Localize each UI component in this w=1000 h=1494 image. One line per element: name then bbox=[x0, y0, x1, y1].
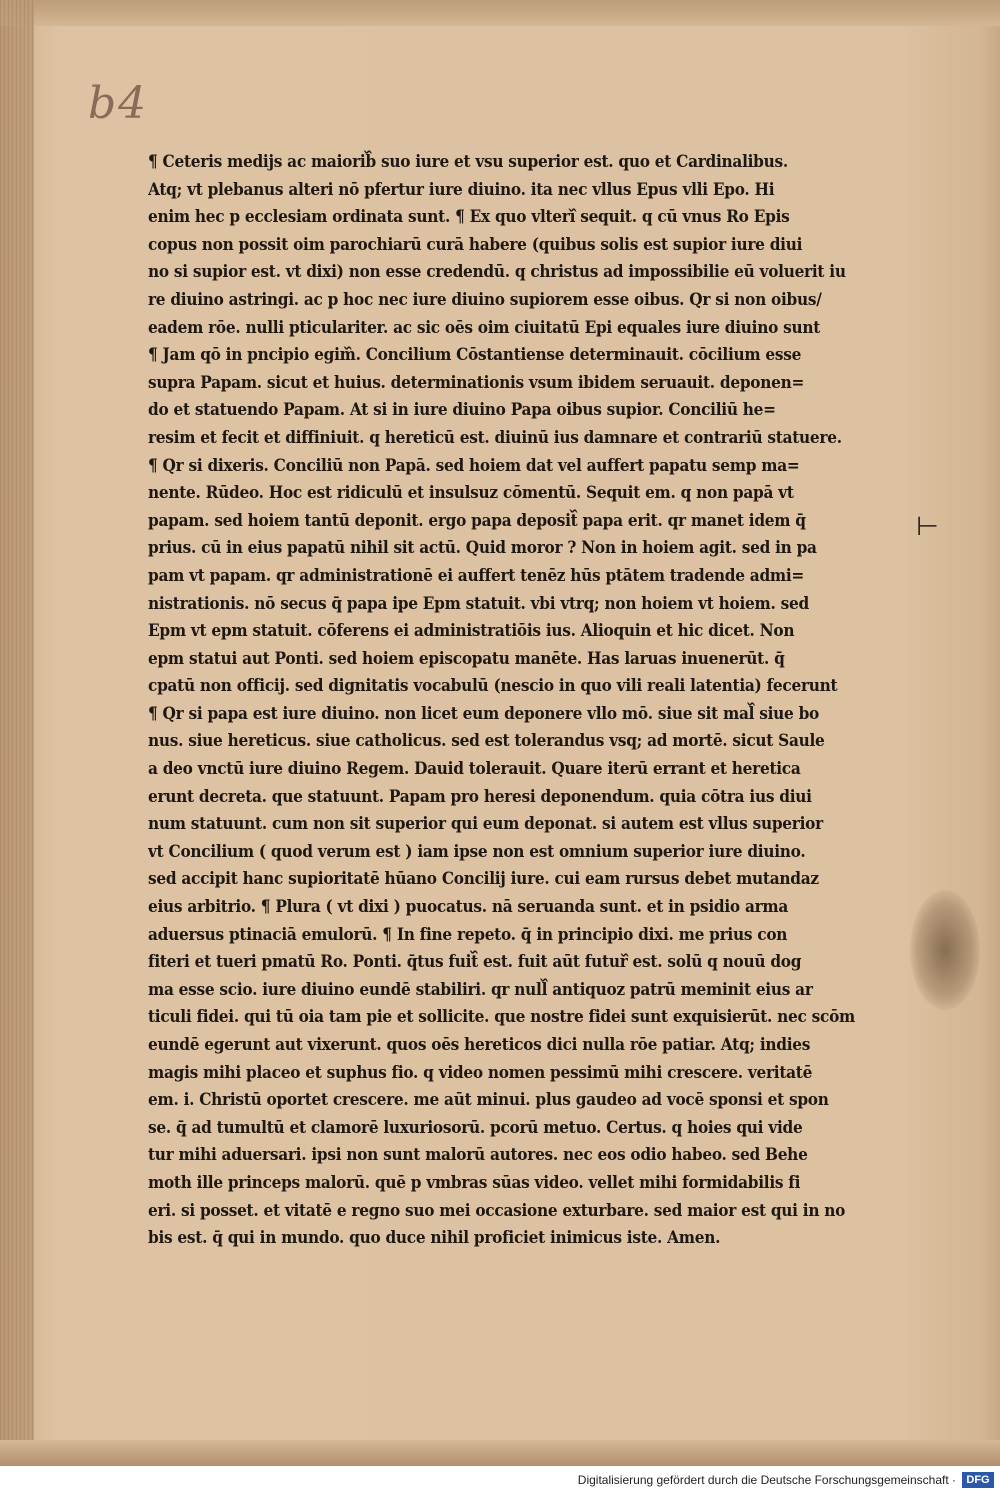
text-line: ¶ Jam qō in pncipio egim᷈. Concilium Cōstantiense determinauit. cōcilium esse bbox=[148, 345, 802, 365]
text-line: a deo vnctū iure diuino Regem. Dauid tolerauit. Quare iterū errant et heretica bbox=[148, 759, 801, 779]
text-line: Epm vt epm statuit. cōferens ei administratiōis ius. Alioquin et hic dicet. Non bbox=[148, 621, 795, 641]
text-line: eadem rōe. nulli pticulariter. ac sic oēs oim ciuitatū Epi equales iure diuino sunt bbox=[148, 317, 821, 337]
margin-mark: ⊢ bbox=[916, 512, 939, 542]
text-line: no si supior est. vt dixi) non esse credendū. q christus ad impossibilie eū voluerit iu bbox=[148, 262, 846, 282]
page-edge-left bbox=[0, 0, 34, 1466]
text-line: ¶ Ceteris medijs ac maiorib᷈ suo iure et vsu superior est. quo et Cardinalibus. bbox=[148, 152, 788, 171]
text-line: resim et fecit et diffiniuit. q hereticū est. diuinū ius damnare et contrariū statuere. bbox=[148, 427, 842, 447]
text-line: eius arbitrio. ¶ Plura ( vt dixi ) puocatus. nā seruanda sunt. et in psidio arma bbox=[148, 897, 789, 917]
page-edge-bottom bbox=[0, 1440, 1000, 1466]
text-line: Atq; vt plebanus alteri nō pfertur iure diuino. ita nec vllus Epus vlli Epo. Hi bbox=[148, 179, 775, 199]
text-line: aduersus ptinaciā emulorū. ¶ In fine repeto. q̄ in principio dixi. me prius con bbox=[148, 924, 788, 944]
text-line: ¶ Qr si dixeris. Conciliū non Papā. sed hoiem dat vel auffert papatu semp ma= bbox=[148, 455, 800, 475]
text-line: prius. cū in eius papatū nihil sit actū. Quid moror ? Non in hoiem agit. sed in pa bbox=[148, 538, 817, 558]
text-line: eundē egerunt aut vixerunt. quos oēs hereticos dici nulla rōe patiar. Atq; indies bbox=[148, 1035, 811, 1054]
text-line: tur mihi aduersari. ipsi non sunt malorū autores. nec eos odio habeo. sed Behe bbox=[148, 1145, 808, 1165]
text-line: vt Concilium ( quod verum est ) iam ipse non est omnium superior iure diuino. bbox=[148, 841, 806, 861]
text-line: ¶ Qr si papa est iure diuino. non licet eum deponere vllo mō. siue sit mal᷈ siue bo bbox=[148, 703, 820, 723]
dfg-logo: DFG bbox=[962, 1472, 994, 1488]
text-line: erunt decreta. que statuunt. Papam pro heresi deponendum. quia cōtra ius diui bbox=[148, 786, 812, 806]
text-line: re diuino astringi. ac p hoc nec iure diuino supiorem esse oibus. Qr si non oibus/ bbox=[148, 289, 822, 309]
funding-footer bbox=[0, 1466, 1000, 1494]
text-line: ma esse scio. iure diuino eundē stabiliri. qr null᷈ antiquoz patrū meminit eius ar bbox=[148, 979, 813, 999]
text-line: pam vt papam. qr administrationē ei auffert tenēz hūs ptātem tradende admi= bbox=[148, 565, 805, 585]
text-line: se. q̄ ad tumultū et clamorē luxuriosorū. pcorū metuo. Certus. q hoies qui vide bbox=[148, 1117, 803, 1137]
text-line: magis mihi placeo et suphus fio. q video nomen pessimū mihi crescere. veritatē bbox=[148, 1062, 813, 1082]
text-line: fiteri et tueri pmatū Ro. Ponti. q̄tus fuit᷈ est. fuit aūt futur᷈ est. solū q nouū dog bbox=[148, 952, 802, 972]
manuscript-folio-note: b4 bbox=[88, 78, 149, 129]
text-line: copus non possit oim parochiarū curā habere (quibus solis est supior iure diui bbox=[148, 234, 803, 254]
text-line: num statuunt. cum non sit superior qui eum deponat. si autem est vllus superior bbox=[148, 814, 823, 834]
text-line: do et statuendo Papam. At si in iure diuino Papa oibus supior. Conciliū he= bbox=[148, 400, 776, 420]
text-line: nus. siue hereticus. siue catholicus. sed est tolerandus vsq; ad mortē. sicut Saule bbox=[148, 731, 825, 751]
text-line: em. i. Christū oportet crescere. me aūt minui. plus gaudeo ad vocē sponsi et spon bbox=[148, 1090, 829, 1110]
text-line: papam. sed hoiem tantū deponit. ergo papa deposit᷈ papa erit. qr manet idem q̄ bbox=[148, 510, 806, 530]
text-line: moth ille princeps malorū. quē p vmbras sūas video. vellet mihi formidabilis fi bbox=[148, 1172, 801, 1192]
text-line: nistrationis. nō secus q̄ papa ipe Epm statuit. vbi vtrq; non hoiem vt hoiem. sed bbox=[148, 593, 809, 613]
text-line: nente. Rūdeo. Hoc est ridiculū et insulsuz cōmentū. Sequit em. q non papā vt bbox=[148, 483, 794, 503]
funding-credit: Digitalisierung gefördert durch die Deutsche Forschungsgemeinschaft · bbox=[577, 1473, 956, 1487]
text-line: bis est. q̄ qui in mundo. quo duce nihil proficiet inimicus iste. Amen. bbox=[148, 1228, 721, 1248]
text-line: sed accipit hanc supioritatē hūano Concilij iure. cui eam rursus debet mutandaz bbox=[148, 869, 819, 889]
water-stain bbox=[910, 890, 980, 1010]
text-line: enim hec p ecclesiam ordinata sunt. ¶ Ex quo vlteri᷈ sequit. q cū vnus Ro Epis bbox=[148, 207, 790, 227]
page-edge-top bbox=[0, 0, 1000, 26]
text-line: supra Papam. sicut et huius. determinationis vsum ibidem seruauit. deponen= bbox=[148, 372, 805, 392]
text-line: eri. si posset. et vitatē e regno suo mei occasione exturbare. sed maior est qui in no bbox=[148, 1200, 846, 1220]
text-line: ticuli fidei. qui tū oia tam pie et sollicite. que nostre fidei sunt exquisierūt. nec scōm bbox=[148, 1007, 855, 1027]
text-block bbox=[148, 148, 920, 1252]
text-line: cpatū non officij. sed dignitatis vocabulū (nescio in quo vili reali latentia) fecerunt bbox=[148, 676, 838, 696]
text-line: epm statui aut Ponti. sed hoiem episcopatu manēte. Has laruas inuenerūt. q̄ bbox=[148, 648, 785, 668]
